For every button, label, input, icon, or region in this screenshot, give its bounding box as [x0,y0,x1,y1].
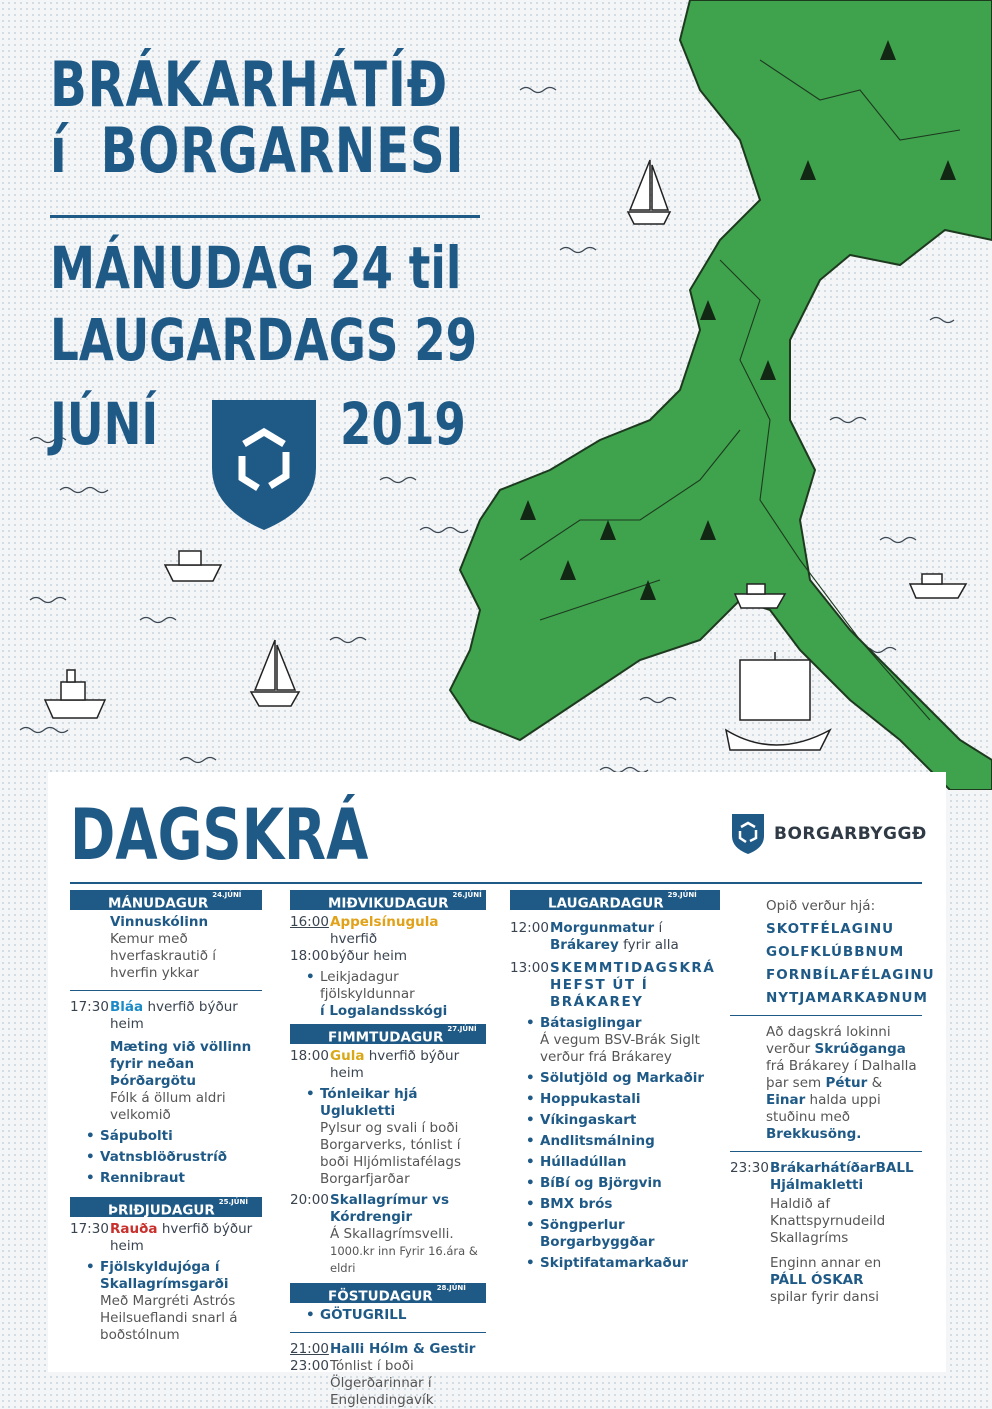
year-label: 2019 [340,390,466,458]
column-extra: Opið verður hjá: SKOTFÉLAGINU GOLFKLÚBBNUM FORNBÍLAFÉLAGINU NYTJAMARKAÐNUM Að dagskrá lokinni verður Skrúðganga frá Brákarey í Dalhalla þar sem Pétur & Einar halda uppi stuðinu með Brekkusöng. 23:30 BrákarhátíðarBALL Hjálmakletti Haldið af Knattspyrnudeild Skallagríms Enginn annar en PÁLL ÓSKAR spilar fyrir dansi [730,898,935,1305]
event-price: 1000.kr inn Fyrir 16.ára & eldri [330,1244,478,1275]
event-title: GÖTUGRILL [320,1307,407,1323]
borgarbyggd-logo-icon [730,812,766,856]
date-line-3 [50,392,490,542]
schedule-top-rule [70,882,922,884]
event-place: í Logalandsskógi [320,1003,448,1019]
list-item: Sölutjöld og Markaðir [540,1070,705,1086]
poster-title [50,48,490,187]
column-monday-tuesday: $MÁNUDAGUR^{24.JÚNÍ}$ Vinnuskólinn Kemur með hverfaskrautið í hverfin ykkar 17:30 Bláa hverfið býður heim Mæting við völlinn fyrir neðan Þórðargötu Fólk á öllum aldri velkomið • Sápubolti • Vatnsblöðrustríð • Rennibraut $ÞRIÐJUDAGUR^{25.JÚNÍ}$ 17:30 Rauða hverfið býður heim • Fjölskyldujóga í Skallagrímsgarði Með Margréti Astrós Heilsueflandi snarl á boðstólnum [70,890,262,1348]
open-venue: FORNBÍLAFÉLAGINU [766,967,935,983]
team-yellow: Gula [330,1048,365,1064]
list-item: Skiptifatamarkaður [540,1255,689,1271]
month-label: JÚNÍ [50,390,159,458]
column-saturday: $LAUGARDAGUR^{29.JÚNÍ}$ 12:00 Morgunmatur í Brákarey fyrir alla 13:00 SKEMMTIDAGSKRÁ HEFST ÚT Í BRÁKAREY • Bátasiglingar Á vegum BSV-Brák Siglt verður frá Brákarey • Sölutjöld og Markaðir • Hoppukastali • Víkingaskart • Andlitsmálning • Húlladúllan • BíBí og Björgvin • BMX brós • Söngperlur Borgarbyggðar • Skiptifatamarkaður [510,890,720,1276]
event-title: Tónleikar hjá Uglukletti [320,1086,418,1119]
title-line-1: BRÁKARHÁTÍÐ [50,48,448,121]
column-wed-thu-fri: $MIÐVIKUDAGUR^{26.JÚNÍ}$ 16:00 Appelsínugula hverfið 18:00 býður heim • Leikjadagur fjölskyldunnar í Logalandsskógi $FIMMTUDAGUR^{27.JÚNÍ}$ 18:00 Gula hverfið býður heim • Tónleikar hjá Uglukletti Pylsur og svali í boði Borgarverks, tónlist í boði Hljómlistafélags Borgarfjarðar 20:00 Skallagrímur vs Kórdrengir Á Skallagrímsvelli. 1000.kr inn Fyrir 16.ára & eldri $FÖSTUDAGUR^{28.JÚNÍ}$ • GÖTUGRILL 21:00 Halli Hólm & Gestir 23:00 Tónlist í boði Ölgerðarinnar í Englendingavík [290,890,486,1409]
event-desc: Pylsur og svali í boði Borgarverks, tónlist í boði Hljómlistafélags Borgarfjarðar [320,1120,461,1187]
list-item: Rennibraut [100,1170,185,1186]
list-item: Andlitsmálning [540,1133,655,1149]
day-header-friday: $FÖSTUDAGUR^{28.JÚNÍ}$ [290,1283,486,1303]
tugboat-icon [45,670,105,718]
schedule-heading: DAGSKRÁ [70,794,369,876]
event-title: Halli Hólm & Gestir [330,1341,476,1357]
event-title: Fjölskyldujóga í Skallagrímsgarði [100,1259,229,1292]
borgarbyggd-brand [730,812,927,856]
list-item: BMX brós [540,1196,613,1212]
tugboat-icon-2 [165,551,221,581]
day-header-monday: $MÁNUDAGUR^{24.JÚNÍ}$ [70,890,262,910]
event-title: Vinnuskólinn [110,914,209,930]
event-desc: Með Margréti Astrós Heilsueflandi snarl á boðstólnum [100,1293,238,1343]
event-desc: Tónlist í boði Ölgerðarinnar í Englendingavík [330,1358,434,1408]
brand-name: BORGARBYGGÐ [774,824,927,844]
title-divider [50,215,480,218]
day-header-tuesday: $ÞRIÐJUDAGUR^{25.JÚNÍ}$ [70,1197,262,1217]
event-time: 17:30 [70,999,109,1015]
list-item: BíBí og Björgvin [540,1175,662,1191]
closing-parade-text: Að dagskrá lokinni verður Skrúðganga frá Brákarey í Dalhalla þar sem Pétur & Einar halda uppi stuðinu með Brekkusöng. [766,1024,917,1142]
day-header-saturday: $LAUGARDAGUR^{29.JÚNÍ}$ [510,890,720,910]
team-orange: Appelsínugula [330,914,439,930]
open-venue: NYTJAMARKAÐNUM [766,990,928,1006]
event-desc: Leikjadagur fjölskyldunnar [320,969,415,1002]
event-desc: Kemur með hverfaskrautið í hverfin ykkar [110,931,217,981]
sailboat-icon [628,160,670,224]
open-venue: GOLFKLÚBBNUM [766,944,905,960]
ball-artist: PÁLL ÓSKAR [770,1272,864,1288]
motorboat-icon [910,574,966,598]
list-item: Bátasiglingar [540,1015,642,1031]
day-header-wednesday: $MIÐVIKUDAGUR^{26.JÚNÍ}$ [290,890,486,910]
sailboat-icon-2 [251,640,299,706]
date-line-1: MÁNUDAG 24 til [50,234,462,302]
ball-title: BrákarhátíðarBALL Hjálmakletti [770,1160,914,1193]
event-desc: Á Skallagrímsvelli. [330,1226,454,1242]
land-mass [450,0,992,790]
team-blue: Bláa [110,999,144,1015]
viking-ship-icon [726,652,830,750]
event-title: Skallagrímur vs Kórdrengir [330,1192,449,1225]
list-item: Söngperlur Borgarbyggðar [540,1217,655,1250]
open-venue: SKOTFÉLAGINU [766,921,895,937]
event-title: Mæting við völlinn fyrir neðan Þórðargötu [110,1039,252,1089]
list-item: Vatnsblöðrustríð [100,1149,228,1165]
event-title: SKEMMTIDAGSKRÁ HEFST ÚT Í BRÁKAREY [550,960,716,1010]
shield-logo-icon [208,396,320,534]
list-item: Húlladúllan [540,1154,627,1170]
list-item: Víkingaskart [540,1112,637,1128]
date-line-2: LAUGARDAGS 29 [50,306,478,374]
list-item: Sápubolti [100,1128,173,1144]
team-red: Rauða [110,1221,158,1237]
event-dates [50,232,490,376]
event-desc: Fólk á öllum aldri velkomið [110,1090,226,1123]
day-header-thursday: $FIMMTUDAGUR^{27.JÚNÍ}$ [290,1024,486,1044]
list-item: Hoppukastali [540,1091,641,1107]
title-line-2: í BORGARNESI [50,114,465,187]
